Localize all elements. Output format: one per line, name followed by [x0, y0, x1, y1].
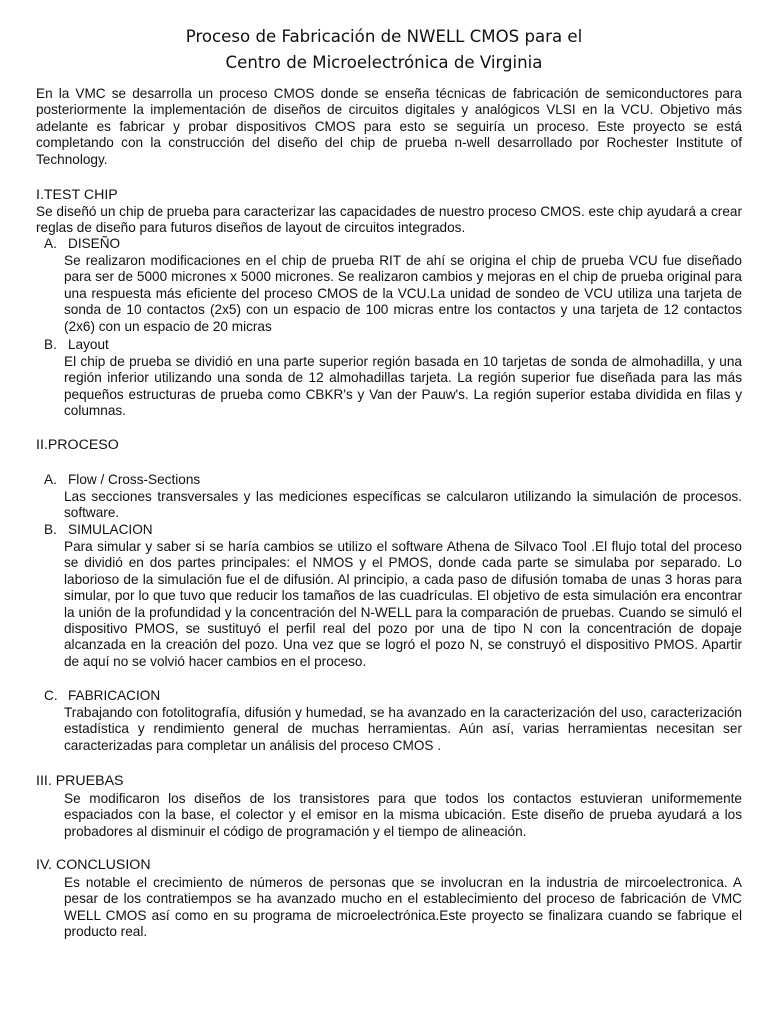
- title-line-1: Proceso de Fabricación de NWELL CMOS para el: [185, 27, 583, 46]
- subsection-paragraph: Se realizaron modificaciones en el chip de prueba RIT de ahí se origina el chip de prueba VCU fue diseñado para ser de 5000 micrones x 5000 micrones. Se realizaron cambios y mejoras en el chip de prueba original para una respuesta más eficiente del proceso CMOS de la VCU.La unidad de sondeo de VCU utiliza una tarjeta de sonda de 10 contactos (2x5) con un espacio de 100 micras entre los contactos y una tarjeta de 12 contactos (2x6) con un espacio de 20 micras: [64, 253, 742, 334]
- section-heading: III. PRUEBAS: [36, 773, 124, 789]
- subsection-simulacion: [44, 522, 742, 538]
- subsection-paragraph: El chip de prueba se dividió en una parte superior región basada en 10 tarjetas de sonda de almohadilla, y una región inferior utilizando una sonda de 12 almohadillas tarjeta. La región superior fue diseñada para las más pequeños estructuras de prueba como CBKR's y Van der Pauw's. La región superior estaba dividida en filas y columnas.: [64, 354, 742, 419]
- section-paragraph: Se modificaron los diseños de los transistores para que todos los contactos estuvieran uniformemente espaciados con la base, el colector y el emisor en la misma ubicación. Este diseño de prueba ayudará a los probadores al disminuir el código de programación y el tiempo de alineación.: [64, 791, 742, 839]
- subsection-title: DISEÑO: [68, 236, 121, 251]
- subsection-layout: [44, 337, 742, 353]
- intro-paragraph: En la VMC se desarrolla un proceso CMOS donde se enseña técnicas de fabricación de semiconductores para posteriormente la implementación de diseños de circuitos digitales y analógicos VLSI en la VCU. Objetivo más adelante es fabricar y probar dispositivos CMOS para esto se seguiría un proceso. Este proyecto se está completando con la construcción del diseño del chip de prueba n-well desarrollado por Rochester Institute of Technology.: [36, 86, 742, 167]
- title-line-2: Centro de Microelectrónica de Virginia: [225, 53, 543, 72]
- subsection-diseno: [44, 236, 742, 252]
- subsection-paragraph: Para simular y saber si se haría cambios se utilizo el software Athena de Silvaco Tool .El flujo total del proceso se dividió en dos partes principales: el NMOS y el PMOS, donde cada parte se simulaba por separado. Lo laborioso de la simulación fue el de difusión. Al principio, a cada paso de difusión tomaba de unas 3 horas para simular, por lo que tuvo que reducir los tamaños de las cuadrículas. El objetivo de esta simulación era encontrar la unión de la profundidad y la concentración del N-WELL para la comparación de pruebas. Cuando se simuló el dispositivo PMOS, se sustituyó el perfil real del pozo por una de tipo N con la concentración de dopaje alcanzada en la creación del pozo. Una vez que se logró el pozo N, se construyó el dispositivo PMOS. Apartir de aquí no se volvió hacer cambios en el proceso.: [64, 539, 742, 669]
- section-conclusion: [36, 856, 742, 874]
- subsection-title: FABRICACION: [68, 688, 161, 703]
- subsection-paragraph: Las secciones transversales y las mediciones específicas se calcularon utilizando la simulación de procesos. software.: [64, 489, 742, 521]
- subsection-paragraph: Trabajando con fotolitografía, difusión y humedad, se ha avanzado en la caracterización del uso, caracterización estadística y rendimiento general de muchas herramientas. Aún así, varias herramientas necesitan ser caracterizadas para completar un análisis del proceso CMOS .: [64, 705, 742, 753]
- section-paragraph: Es notable el crecimiento de números de personas que se involucran en la industria de mircoelectronica. A pesar de los contratiempos se ha avanzado mucho en el establecimiento del proceso de fabricación de VMC WELL CMOS así como en su programa de microelectrónica.Este proyecto se finalizara cuando se fabrique el producto real.: [64, 875, 742, 940]
- subsection-title: Layout: [68, 337, 109, 352]
- subsection-flow: [44, 472, 742, 488]
- subsection-letter: C.: [44, 688, 58, 703]
- section-test-chip: [36, 186, 742, 237]
- subsection-letter: A.: [44, 472, 57, 487]
- subsection-fabricacion: [44, 688, 742, 704]
- section-proceso: [36, 436, 742, 454]
- subsection-letter: B.: [44, 337, 57, 352]
- section-heading: I.TEST CHIP: [36, 187, 118, 203]
- subsection-title: Flow / Cross-Sections: [68, 472, 201, 487]
- section-heading: IV. CONCLUSION: [36, 857, 151, 873]
- section-heading: II.PROCESO: [36, 437, 119, 453]
- section-pruebas: [36, 772, 742, 790]
- subsection-letter: A.: [44, 236, 57, 251]
- subsection-title: SIMULACION: [68, 522, 153, 537]
- section-paragraph: Se diseñó un chip de prueba para caracterizar las capacidades de nuestro proceso CMOS. este chip ayudará a crear reglas de diseño para futuros diseños de layout de circuitos integrados.: [36, 204, 742, 236]
- subsection-letter: B.: [44, 522, 57, 537]
- document-title: [0, 24, 768, 76]
